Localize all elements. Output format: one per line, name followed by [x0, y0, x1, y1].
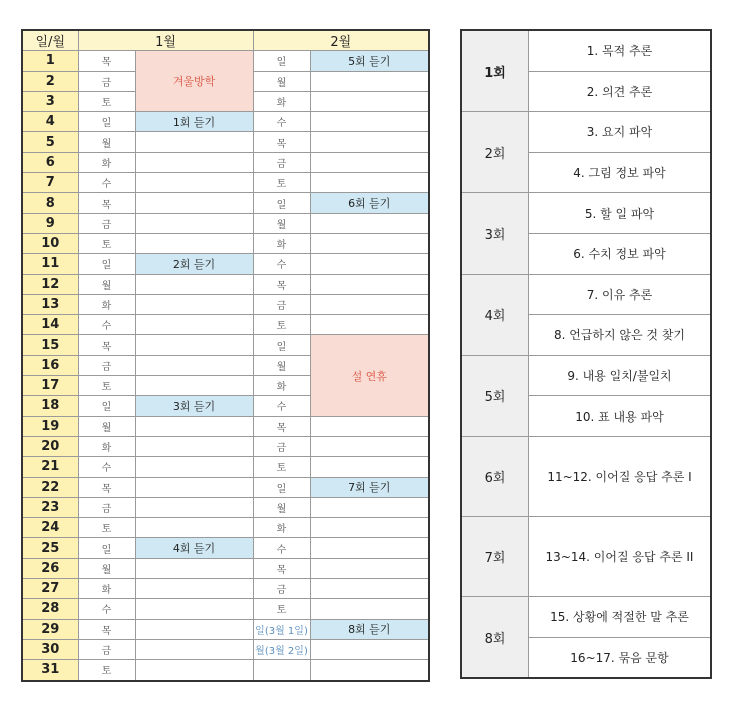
feb-empty-cell: [310, 213, 429, 233]
jan-weekday: 일: [78, 538, 135, 558]
feb-empty-cell: [310, 233, 429, 253]
feb-weekday: 일(3월 1일): [253, 619, 310, 639]
jan-empty-cell: [135, 152, 253, 172]
day-number: 23: [22, 497, 78, 517]
jan-weekday: 수: [78, 599, 135, 619]
jan-vacation-cell: 겨울방학: [135, 51, 253, 112]
calendar-row: [22, 538, 429, 558]
day-number: 22: [22, 477, 78, 497]
day-number: 2: [22, 71, 78, 91]
session-label: 8회: [461, 596, 529, 678]
jan-weekday: 금: [78, 497, 135, 517]
session-label: 5회: [461, 355, 529, 436]
jan-weekday: 토: [78, 91, 135, 111]
feb-weekday: 토: [253, 173, 310, 193]
feb-weekday: 토: [253, 457, 310, 477]
feb-weekday: 월: [253, 355, 310, 375]
schedule-row: [461, 274, 711, 315]
topic-cell: 8. 언급하지 않은 것 찾기: [529, 315, 712, 356]
calendar-row: [22, 416, 429, 436]
feb-empty-cell: [310, 254, 429, 274]
session-label: 2회: [461, 112, 529, 193]
feb-weekday: 토: [253, 315, 310, 335]
calendar-row: [22, 599, 429, 619]
feb-weekday: 화: [253, 233, 310, 253]
feb-holiday-cell: 설 연휴: [310, 335, 429, 416]
jan-weekday: 토: [78, 233, 135, 253]
calendar-row: [22, 335, 429, 355]
calendar-header-row: [22, 30, 429, 51]
feb-empty-cell: [310, 497, 429, 517]
feb-empty-cell: [310, 457, 429, 477]
jan-empty-cell: [135, 173, 253, 193]
topic-cell: 4. 그림 정보 파악: [529, 152, 712, 193]
feb-empty-cell: [310, 71, 429, 91]
feb-empty-cell: [310, 639, 429, 659]
schedule-row: [461, 112, 711, 153]
day-number: 13: [22, 294, 78, 314]
jan-weekday: 목: [78, 335, 135, 355]
day-number: 3: [22, 91, 78, 111]
jan-empty-cell: [135, 376, 253, 396]
feb-weekday: 일: [253, 335, 310, 355]
topic-cell: 11~12. 이어질 응답 추론 I: [529, 436, 712, 516]
jan-empty-cell: [135, 457, 253, 477]
jan-empty-cell: [135, 335, 253, 355]
calendar-row: [22, 436, 429, 456]
feb-weekday: 목: [253, 558, 310, 578]
jan-empty-cell: [135, 639, 253, 659]
calendar-row: [22, 233, 429, 253]
jan-weekday: 토: [78, 518, 135, 538]
topic-cell: 6. 수치 정보 파악: [529, 233, 712, 274]
day-number: 28: [22, 599, 78, 619]
day-number: 18: [22, 396, 78, 416]
day-number: 30: [22, 639, 78, 659]
jan-weekday: 수: [78, 457, 135, 477]
day-number: 17: [22, 376, 78, 396]
feb-weekday: 수: [253, 112, 310, 132]
feb-event-cell: 8회 듣기: [310, 619, 429, 639]
jan-weekday: 목: [78, 51, 135, 71]
jan-weekday: 일: [78, 396, 135, 416]
jan-empty-cell: [135, 315, 253, 335]
feb-empty-cell: [310, 91, 429, 111]
jan-weekday: 월: [78, 558, 135, 578]
session-label: 4회: [461, 274, 529, 355]
jan-empty-cell: [135, 619, 253, 639]
topic-cell: 10. 표 내용 파악: [529, 396, 712, 437]
session-label: 1회: [461, 30, 529, 112]
calendar-row: [22, 619, 429, 639]
feb-empty-cell: [310, 152, 429, 172]
jan-empty-cell: [135, 294, 253, 314]
feb-weekday: [253, 660, 310, 681]
calendar-row: [22, 173, 429, 193]
calendar-row: [22, 294, 429, 314]
calendar-row: [22, 477, 429, 497]
topic-cell: 9. 내용 일치/불일치: [529, 355, 712, 396]
feb-weekday: 토: [253, 599, 310, 619]
jan-empty-cell: [135, 660, 253, 681]
jan-empty-cell: [135, 518, 253, 538]
schedule-row: [461, 30, 711, 71]
jan-event-cell: 1회 듣기: [135, 112, 253, 132]
feb-empty-cell: [310, 518, 429, 538]
day-number: 11: [22, 254, 78, 274]
jan-weekday: 월: [78, 274, 135, 294]
month-header-feb: 2월: [253, 30, 429, 51]
feb-empty-cell: [310, 436, 429, 456]
day-number: 9: [22, 213, 78, 233]
feb-event-cell: 6회 듣기: [310, 193, 429, 213]
calendar-row: [22, 193, 429, 213]
feb-weekday: 금: [253, 294, 310, 314]
calendar-row: [22, 518, 429, 538]
jan-weekday: 금: [78, 639, 135, 659]
feb-empty-cell: [310, 416, 429, 436]
feb-empty-cell: [310, 558, 429, 578]
feb-weekday: 화: [253, 376, 310, 396]
jan-weekday: 목: [78, 193, 135, 213]
jan-weekday: 목: [78, 619, 135, 639]
feb-weekday: 일: [253, 51, 310, 71]
jan-empty-cell: [135, 213, 253, 233]
calendar-row: [22, 274, 429, 294]
feb-empty-cell: [310, 315, 429, 335]
jan-empty-cell: [135, 599, 253, 619]
feb-empty-cell: [310, 660, 429, 681]
feb-empty-cell: [310, 112, 429, 132]
jan-empty-cell: [135, 132, 253, 152]
session-label: 7회: [461, 516, 529, 596]
calendar-row: [22, 558, 429, 578]
day-number: 4: [22, 112, 78, 132]
feb-weekday: 월(3월 2일): [253, 639, 310, 659]
calendar-row: [22, 213, 429, 233]
feb-weekday: 금: [253, 152, 310, 172]
corner-label: 일/월: [22, 30, 78, 51]
session-label: 6회: [461, 436, 529, 516]
jan-empty-cell: [135, 193, 253, 213]
day-number: 21: [22, 457, 78, 477]
feb-weekday: 일: [253, 193, 310, 213]
day-number: 31: [22, 660, 78, 681]
day-number: 6: [22, 152, 78, 172]
schedule-table: [460, 29, 712, 679]
schedule-row: [461, 596, 711, 637]
feb-weekday: 금: [253, 436, 310, 456]
jan-weekday: 토: [78, 660, 135, 681]
jan-empty-cell: [135, 274, 253, 294]
day-number: 25: [22, 538, 78, 558]
jan-weekday: 월: [78, 416, 135, 436]
calendar-row: [22, 315, 429, 335]
calendar-row: [22, 579, 429, 599]
day-number: 5: [22, 132, 78, 152]
calendar-row: [22, 497, 429, 517]
day-number: 19: [22, 416, 78, 436]
calendar-row: [22, 132, 429, 152]
feb-empty-cell: [310, 173, 429, 193]
calendar-row: [22, 152, 429, 172]
day-number: 27: [22, 579, 78, 599]
jan-empty-cell: [135, 497, 253, 517]
feb-weekday: 월: [253, 213, 310, 233]
day-number: 29: [22, 619, 78, 639]
jan-weekday: 토: [78, 376, 135, 396]
feb-empty-cell: [310, 538, 429, 558]
feb-empty-cell: [310, 294, 429, 314]
jan-weekday: 수: [78, 315, 135, 335]
feb-weekday: 월: [253, 71, 310, 91]
jan-weekday: 수: [78, 173, 135, 193]
jan-empty-cell: [135, 477, 253, 497]
feb-empty-cell: [310, 579, 429, 599]
jan-event-cell: 3회 듣기: [135, 396, 253, 416]
calendar-row: [22, 639, 429, 659]
feb-event-cell: 5회 듣기: [310, 51, 429, 71]
month-header-jan: 1월: [78, 30, 253, 51]
day-number: 26: [22, 558, 78, 578]
session-label: 3회: [461, 193, 529, 274]
jan-event-cell: 2회 듣기: [135, 254, 253, 274]
feb-empty-cell: [310, 599, 429, 619]
jan-empty-cell: [135, 558, 253, 578]
feb-weekday: 화: [253, 91, 310, 111]
jan-weekday: 화: [78, 152, 135, 172]
jan-weekday: 화: [78, 579, 135, 599]
calendar-row: [22, 112, 429, 132]
day-number: 20: [22, 436, 78, 456]
feb-weekday: 목: [253, 132, 310, 152]
jan-weekday: 화: [78, 436, 135, 456]
feb-weekday: 수: [253, 538, 310, 558]
feb-weekday: 목: [253, 416, 310, 436]
feb-weekday: 수: [253, 396, 310, 416]
schedule-row: [461, 193, 711, 234]
topic-cell: 16~17. 묶음 문항: [529, 637, 712, 678]
feb-event-cell: 7회 듣기: [310, 477, 429, 497]
jan-event-cell: 4회 듣기: [135, 538, 253, 558]
day-number: 8: [22, 193, 78, 213]
day-number: 24: [22, 518, 78, 538]
jan-empty-cell: [135, 233, 253, 253]
topic-cell: 7. 이유 추론: [529, 274, 712, 315]
jan-empty-cell: [135, 436, 253, 456]
day-number: 1: [22, 51, 78, 71]
jan-weekday: 금: [78, 355, 135, 375]
jan-weekday: 화: [78, 294, 135, 314]
calendar-row: [22, 660, 429, 681]
jan-weekday: 금: [78, 71, 135, 91]
jan-weekday: 금: [78, 213, 135, 233]
jan-empty-cell: [135, 416, 253, 436]
feb-weekday: 일: [253, 477, 310, 497]
schedule-row: [461, 355, 711, 396]
day-number: 15: [22, 335, 78, 355]
jan-weekday: 일: [78, 254, 135, 274]
calendar-table: [21, 29, 430, 682]
jan-empty-cell: [135, 579, 253, 599]
day-number: 7: [22, 173, 78, 193]
day-number: 10: [22, 233, 78, 253]
day-number: 16: [22, 355, 78, 375]
schedule-row: [461, 436, 711, 516]
feb-weekday: 화: [253, 518, 310, 538]
feb-weekday: 월: [253, 497, 310, 517]
day-number: 14: [22, 315, 78, 335]
jan-weekday: 월: [78, 132, 135, 152]
topic-cell: 3. 요지 파악: [529, 112, 712, 153]
topic-cell: 1. 목적 추론: [529, 30, 712, 71]
topic-cell: 2. 의견 추론: [529, 71, 712, 112]
feb-weekday: 금: [253, 579, 310, 599]
feb-weekday: 수: [253, 254, 310, 274]
topic-cell: 15. 상황에 적절한 말 추론: [529, 596, 712, 637]
feb-empty-cell: [310, 274, 429, 294]
schedule-row: [461, 516, 711, 596]
feb-empty-cell: [310, 132, 429, 152]
jan-empty-cell: [135, 355, 253, 375]
calendar-row: [22, 457, 429, 477]
jan-weekday: 일: [78, 112, 135, 132]
calendar-row: [22, 254, 429, 274]
topic-cell: 5. 할 일 파악: [529, 193, 712, 234]
topic-cell: 13~14. 이어질 응답 추론 II: [529, 516, 712, 596]
day-number: 12: [22, 274, 78, 294]
feb-weekday: 목: [253, 274, 310, 294]
calendar-row: [22, 51, 429, 71]
jan-weekday: 목: [78, 477, 135, 497]
